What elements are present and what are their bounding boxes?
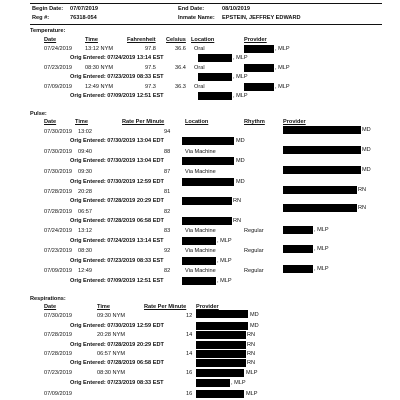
pulse-rate: 82 — [164, 209, 171, 215]
resp-rate: 12 — [186, 313, 193, 319]
pulse-orig-entered: Orig Entered: 07/30/2019 13:04 EDT — [70, 158, 164, 164]
resp-col-date: Date — [44, 304, 57, 310]
redaction-bar — [182, 277, 216, 285]
pulse-time: 08:30 — [78, 248, 92, 254]
redaction-bar — [182, 137, 234, 145]
resp-provider: MD — [250, 312, 259, 318]
temp-orig-entered: Orig Entered: 07/24/2019 13:14 EST — [70, 55, 164, 61]
redaction-bar — [182, 257, 216, 265]
pulse-provider: RN — [358, 205, 367, 211]
temp-fahrenheit: 97.5 — [145, 65, 156, 71]
pulse-location: Via Machine — [185, 248, 216, 254]
redaction-bar — [182, 217, 232, 225]
temp-time: 08:30 NYM — [85, 65, 113, 71]
pulse-orig-entered: Orig Entered: 07/23/2019 08:33 EST — [70, 258, 164, 264]
temp-location: Oral — [194, 46, 205, 52]
pulse-location: Via Machine — [185, 149, 216, 155]
redaction-bar — [196, 350, 246, 358]
temp-provider: , MLP — [275, 65, 290, 71]
redaction-bar — [283, 146, 361, 154]
inmate-name-label: Inmate Name: — [178, 15, 215, 21]
respirations-title: Respirations: — [30, 296, 66, 302]
redaction-bar — [198, 54, 232, 62]
redaction-bar — [196, 341, 246, 349]
redaction-bar — [196, 359, 246, 367]
redaction-bar — [182, 178, 234, 186]
temp-date: 07/23/2019 — [44, 65, 72, 71]
pulse-orig-entered: Orig Entered: 07/30/2019 13:04 EDT — [70, 138, 164, 144]
temp-col-celsius: Celsius — [166, 37, 186, 43]
resp-col-time: Time — [97, 304, 110, 310]
temp-col-provider: Provider — [244, 37, 267, 43]
pulse-provider: , MLP — [314, 246, 329, 252]
temp-location: Oral — [194, 65, 205, 71]
temp-celsius: 36.6 — [175, 46, 186, 52]
pulse-time: 12:49 — [78, 268, 92, 274]
pulse-rate: 81 — [164, 189, 171, 195]
pulse-orig-provider: , MLP — [217, 278, 232, 284]
resp-date: 07/28/2019 — [44, 332, 72, 338]
resp-col-rate: Rate Per Minute — [144, 304, 187, 310]
pulse-provider: , MLP — [314, 266, 329, 272]
temperature-title: Temperature: — [30, 28, 66, 34]
resp-orig-entered: Orig Entered: 07/23/2019 08:33 EST — [70, 380, 164, 386]
resp-col-provider: Provider — [196, 304, 219, 310]
pulse-provider: , MLP — [314, 227, 329, 233]
redaction-bar — [283, 204, 357, 212]
pulse-orig-provider: RN — [233, 198, 242, 204]
pulse-provider: MD — [362, 147, 371, 153]
pulse-rate: 88 — [164, 149, 171, 155]
resp-provider: RN — [247, 351, 256, 357]
pulse-date: 07/28/2019 — [44, 209, 72, 215]
pulse-orig-provider: MD — [236, 138, 245, 144]
redaction-bar — [196, 369, 244, 377]
reg-number-value: 76318-054 — [70, 15, 97, 21]
temp-orig-entered: Orig Entered: 07/23/2019 08:33 EST — [70, 74, 164, 80]
redaction-bar — [198, 73, 232, 81]
pulse-orig-provider: MD — [236, 179, 245, 185]
pulse-date: 07/09/2019 — [44, 268, 72, 274]
temp-provider: , MLP — [275, 84, 290, 90]
redaction-bar — [196, 310, 248, 318]
pulse-rhythm: Regular — [244, 228, 264, 234]
resp-time: 09:30 NYM — [97, 313, 125, 319]
resp-provider: RN — [247, 332, 256, 338]
resp-orig-entered: Orig Entered: 07/30/2019 12:59 EDT — [70, 323, 164, 329]
pulse-orig-entered: Orig Entered: 07/30/2019 12:59 EDT — [70, 179, 164, 185]
temp-fahrenheit: 97.3 — [145, 84, 156, 90]
pulse-rate: 83 — [164, 228, 171, 234]
reg-number-label: Reg #: — [32, 15, 50, 21]
redaction-bar — [196, 322, 248, 330]
redaction-bar — [283, 245, 313, 253]
temp-fahrenheit: 97.8 — [145, 46, 156, 52]
temp-col-fahrenheit: Fahrenheit — [127, 37, 156, 43]
resp-provider: MLP — [246, 370, 258, 376]
redaction-bar — [244, 64, 274, 72]
redaction-bar — [196, 331, 246, 339]
redaction-bar — [244, 83, 274, 91]
resp-orig-provider: , MLP — [231, 380, 246, 386]
begin-date-value: 07/07/2019 — [70, 6, 98, 12]
top-rule — [30, 3, 382, 4]
resp-date: 07/30/2019 — [44, 313, 72, 319]
pulse-rate: 94 — [164, 129, 171, 135]
pulse-date: 07/30/2019 — [44, 149, 72, 155]
resp-orig-provider: RN — [247, 360, 256, 366]
pulse-provider: MD — [362, 127, 371, 133]
begin-date-label: Begin Date: — [32, 6, 64, 12]
resp-provider: MLP — [246, 391, 258, 397]
temp-time: 13:12 NYM — [85, 46, 113, 52]
pulse-orig-entered: Orig Entered: 07/28/2019 20:29 EDT — [70, 198, 164, 204]
pulse-date: 07/28/2019 — [44, 189, 72, 195]
pulse-location: Via Machine — [185, 268, 216, 274]
resp-date: 07/23/2019 — [44, 370, 72, 376]
header-rule — [30, 24, 382, 25]
pulse-rate: 87 — [164, 169, 171, 175]
resp-rate: 14 — [186, 351, 193, 357]
resp-orig-provider: MD — [250, 323, 259, 329]
temp-col-location: Location — [191, 37, 215, 43]
temp-date: 07/24/2019 — [44, 46, 72, 52]
pulse-time: 06:57 — [78, 209, 92, 215]
pulse-orig-provider: , MLP — [217, 258, 232, 264]
pulse-orig-provider: , MLP — [217, 238, 232, 244]
temp-col-date: Date — [44, 37, 57, 43]
pulse-time: 09:30 — [78, 169, 92, 175]
resp-rate: 16 — [186, 391, 193, 397]
redaction-bar — [283, 126, 361, 134]
redaction-bar — [182, 157, 234, 165]
redaction-bar — [244, 45, 274, 53]
pulse-col-provider: Provider — [283, 119, 306, 125]
end-date-value: 08/10/2019 — [222, 6, 250, 12]
pulse-orig-provider: RN — [233, 218, 242, 224]
redaction-bar — [196, 390, 244, 398]
redaction-bar — [182, 237, 216, 245]
pulse-col-date: Date — [44, 119, 57, 125]
pulse-col-time: Time — [75, 119, 88, 125]
pulse-provider: RN — [358, 187, 367, 193]
pulse-orig-entered: Orig Entered: 07/28/2019 06:58 EDT — [70, 218, 164, 224]
pulse-rate: 92 — [164, 248, 171, 254]
temp-col-time: Time — [85, 37, 98, 43]
pulse-date: 07/30/2019 — [44, 169, 72, 175]
pulse-col-location: Location — [185, 119, 209, 125]
temp-orig-entered: Orig Entered: 07/09/2019 12:51 EST — [70, 93, 164, 99]
pulse-date: 07/23/2019 — [44, 248, 72, 254]
pulse-time: 20:28 — [78, 189, 92, 195]
resp-date: 07/09/2019 — [44, 391, 72, 397]
resp-orig-provider: RN — [247, 342, 256, 348]
pulse-col-rhythm: Rhythm — [244, 119, 265, 125]
inmate-name-value: EPSTEIN, JEFFREY EDWARD — [222, 15, 301, 21]
pulse-title: Pulse: — [30, 111, 47, 117]
temp-time: 12:49 NYM — [85, 84, 113, 90]
resp-time: 06:57 NYM — [97, 351, 125, 357]
redaction-bar — [283, 226, 313, 234]
pulse-orig-entered: Orig Entered: 07/09/2019 12:51 EST — [70, 278, 164, 284]
pulse-rate: 82 — [164, 268, 171, 274]
redaction-bar — [196, 379, 230, 387]
pulse-orig-entered: Orig Entered: 07/24/2019 13:14 EST — [70, 238, 164, 244]
pulse-rhythm: Regular — [244, 268, 264, 274]
redaction-bar — [182, 197, 232, 205]
pulse-date: 07/30/2019 — [44, 129, 72, 135]
temp-celsius: 36.4 — [175, 65, 186, 71]
resp-orig-entered: Orig Entered: 07/28/2019 20:29 EDT — [70, 342, 164, 348]
temp-provider: , MLP — [275, 46, 290, 52]
temp-orig-provider: , MLP — [233, 55, 248, 61]
redaction-bar — [198, 92, 232, 100]
temp-date: 07/09/2019 — [44, 84, 72, 90]
redaction-bar — [283, 186, 357, 194]
pulse-time: 09:40 — [78, 149, 92, 155]
resp-rate: 14 — [186, 332, 193, 338]
pulse-time: 13:02 — [78, 129, 92, 135]
resp-time: 08:30 NYM — [97, 370, 125, 376]
redaction-bar — [283, 166, 361, 174]
temp-location: Oral — [194, 84, 205, 90]
end-date-label: End Date: — [178, 6, 205, 12]
temp-celsius: 36.3 — [175, 84, 186, 90]
pulse-time: 13:12 — [78, 228, 92, 234]
pulse-provider: MD — [362, 167, 371, 173]
pulse-orig-provider: MD — [236, 158, 245, 164]
temp-orig-provider: , MLP — [233, 74, 248, 80]
resp-time: 20:28 NYM — [97, 332, 125, 338]
resp-rate: 16 — [186, 370, 193, 376]
resp-orig-entered: Orig Entered: 07/28/2019 06:58 EDT — [70, 360, 164, 366]
pulse-date: 07/24/2019 — [44, 228, 72, 234]
pulse-col-rate: Rate Per Minute — [122, 119, 165, 125]
pulse-location: Via Machine — [185, 228, 216, 234]
redaction-bar — [283, 265, 313, 273]
pulse-rhythm: Regular — [244, 248, 264, 254]
pulse-location: Via Machine — [185, 169, 216, 175]
resp-date: 07/28/2019 — [44, 351, 72, 357]
temp-orig-provider: , MLP — [233, 93, 248, 99]
